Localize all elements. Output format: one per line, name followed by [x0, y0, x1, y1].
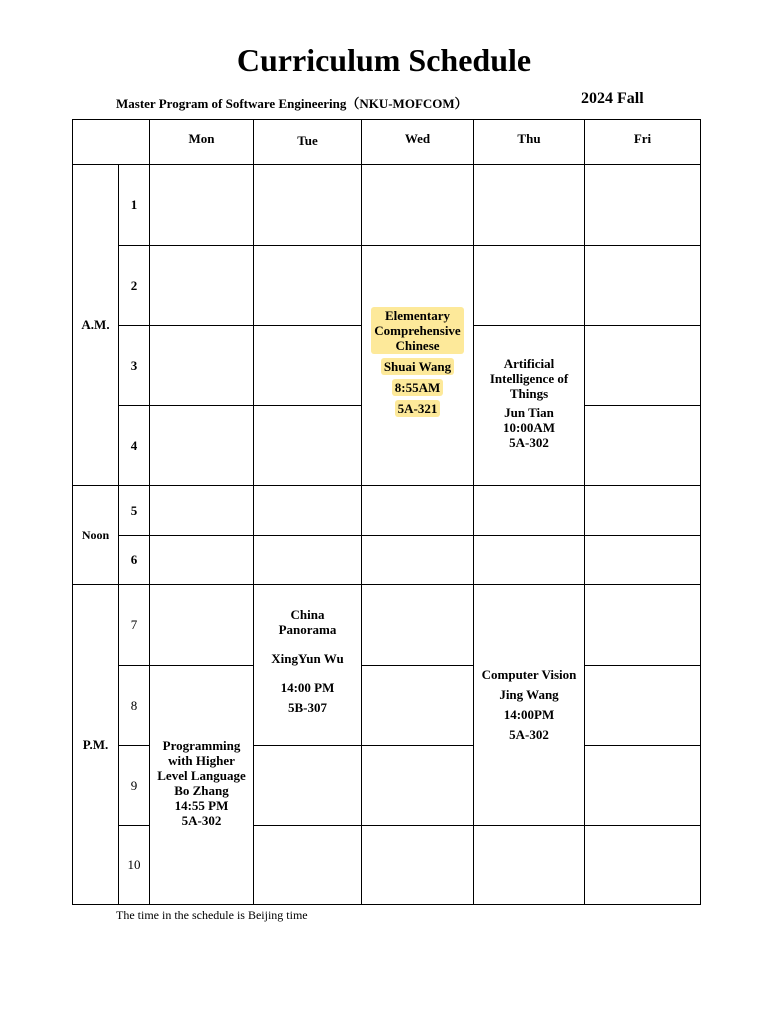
cell	[254, 486, 362, 536]
cell	[362, 585, 474, 666]
course-time: 10:00AM	[503, 420, 555, 435]
corner-cell	[73, 120, 150, 165]
cell	[474, 826, 585, 905]
program-subtitle: Master Program of Software Engineering（NKU-MOFCOM）	[116, 96, 468, 111]
course-time: 8:55AM	[392, 379, 444, 396]
block-am: A.M.	[73, 165, 119, 486]
period-row-7	[73, 585, 701, 666]
period-row-1	[73, 165, 701, 246]
cell	[150, 536, 254, 585]
day-header-mon: Mon	[150, 120, 254, 165]
cell	[254, 406, 362, 486]
cell	[585, 585, 701, 666]
cell	[254, 536, 362, 585]
period-3: 3	[119, 326, 150, 406]
course-name-line: China	[290, 607, 325, 622]
timezone-note: The time in the schedule is Beijing time	[116, 908, 308, 922]
cell	[585, 746, 701, 826]
course-chinese	[362, 246, 474, 486]
course-time: 14:00PM	[503, 707, 555, 722]
day-header-thu: Thu	[474, 120, 585, 165]
cell	[254, 246, 362, 326]
course-time: 14:55 PM	[174, 798, 229, 813]
cell	[254, 326, 362, 406]
course-name-line: Panorama	[278, 622, 337, 637]
cell	[254, 826, 362, 905]
cell	[362, 746, 474, 826]
cell	[585, 165, 701, 246]
period-9: 9	[119, 746, 150, 826]
course-name-line: Computer Vision	[481, 667, 577, 682]
cell	[362, 666, 474, 746]
cell	[150, 246, 254, 326]
course-teacher: Bo Zhang	[174, 783, 229, 798]
cell	[474, 486, 585, 536]
course-name-line: Chinese	[395, 338, 440, 353]
cell	[150, 165, 254, 246]
period-10: 10	[119, 826, 150, 905]
cell	[254, 746, 362, 826]
period-row-6	[73, 536, 701, 585]
course-name-line: Programming	[162, 738, 241, 753]
cell	[254, 165, 362, 246]
day-header-fri: Fri	[585, 120, 701, 165]
course-aiot	[474, 326, 585, 486]
course-name-line: Artificial	[503, 356, 555, 371]
course-room: 5A-321	[395, 400, 441, 417]
period-4: 4	[119, 406, 150, 486]
course-name-line: with Higher	[168, 753, 235, 768]
course-name-line: Things	[509, 386, 549, 401]
cell	[362, 536, 474, 585]
day-header-tue: Tue	[254, 120, 362, 165]
course-time: 14:00 PM	[280, 680, 335, 695]
course-computer-vision	[474, 585, 585, 826]
course-china-panorama	[254, 585, 362, 746]
cell	[585, 246, 701, 326]
block-pm: P.M.	[73, 585, 119, 905]
course-room: 5A-302	[509, 435, 549, 450]
cell	[150, 585, 254, 666]
page-title: Curriculum Schedule	[236, 42, 532, 78]
cell	[474, 536, 585, 585]
term-label: 2024 Fall	[581, 90, 644, 107]
period-5: 5	[119, 486, 150, 536]
schedule-table	[72, 119, 701, 905]
course-teacher: Jing Wang	[499, 687, 559, 702]
period-2: 2	[119, 246, 150, 326]
cell	[150, 406, 254, 486]
course-name-line: Level Language	[157, 768, 246, 783]
course-room: 5A-302	[181, 813, 222, 828]
course-name-line: Elementary	[385, 308, 450, 323]
day-header-wed: Wed	[362, 120, 474, 165]
course-teacher: XingYun Wu	[271, 651, 344, 666]
cell	[362, 826, 474, 905]
period-1: 1	[119, 165, 150, 246]
period-7: 7	[119, 585, 150, 666]
course-name-line: Intelligence of	[489, 371, 569, 386]
course-teacher: Jun Tian	[504, 405, 554, 420]
course-room: 5A-302	[509, 727, 549, 742]
cell	[585, 666, 701, 746]
period-row-8	[73, 666, 701, 746]
header-row	[73, 120, 701, 165]
course-programming	[150, 666, 254, 905]
period-row-5	[73, 486, 701, 536]
block-noon: Noon	[73, 486, 119, 585]
cell	[585, 486, 701, 536]
cell	[474, 165, 585, 246]
course-name-line: Comprehensive	[374, 323, 461, 338]
course-teacher: Shuai Wang	[381, 358, 454, 375]
cell	[585, 536, 701, 585]
cell	[585, 406, 701, 486]
cell	[150, 486, 254, 536]
course-room: 5B-307	[288, 700, 327, 715]
cell	[362, 165, 474, 246]
period-6: 6	[119, 536, 150, 585]
cell	[585, 326, 701, 406]
cell	[362, 486, 474, 536]
period-8: 8	[119, 666, 150, 746]
cell	[150, 326, 254, 406]
period-row-2	[73, 246, 701, 326]
cell	[474, 246, 585, 326]
cell	[585, 826, 701, 905]
